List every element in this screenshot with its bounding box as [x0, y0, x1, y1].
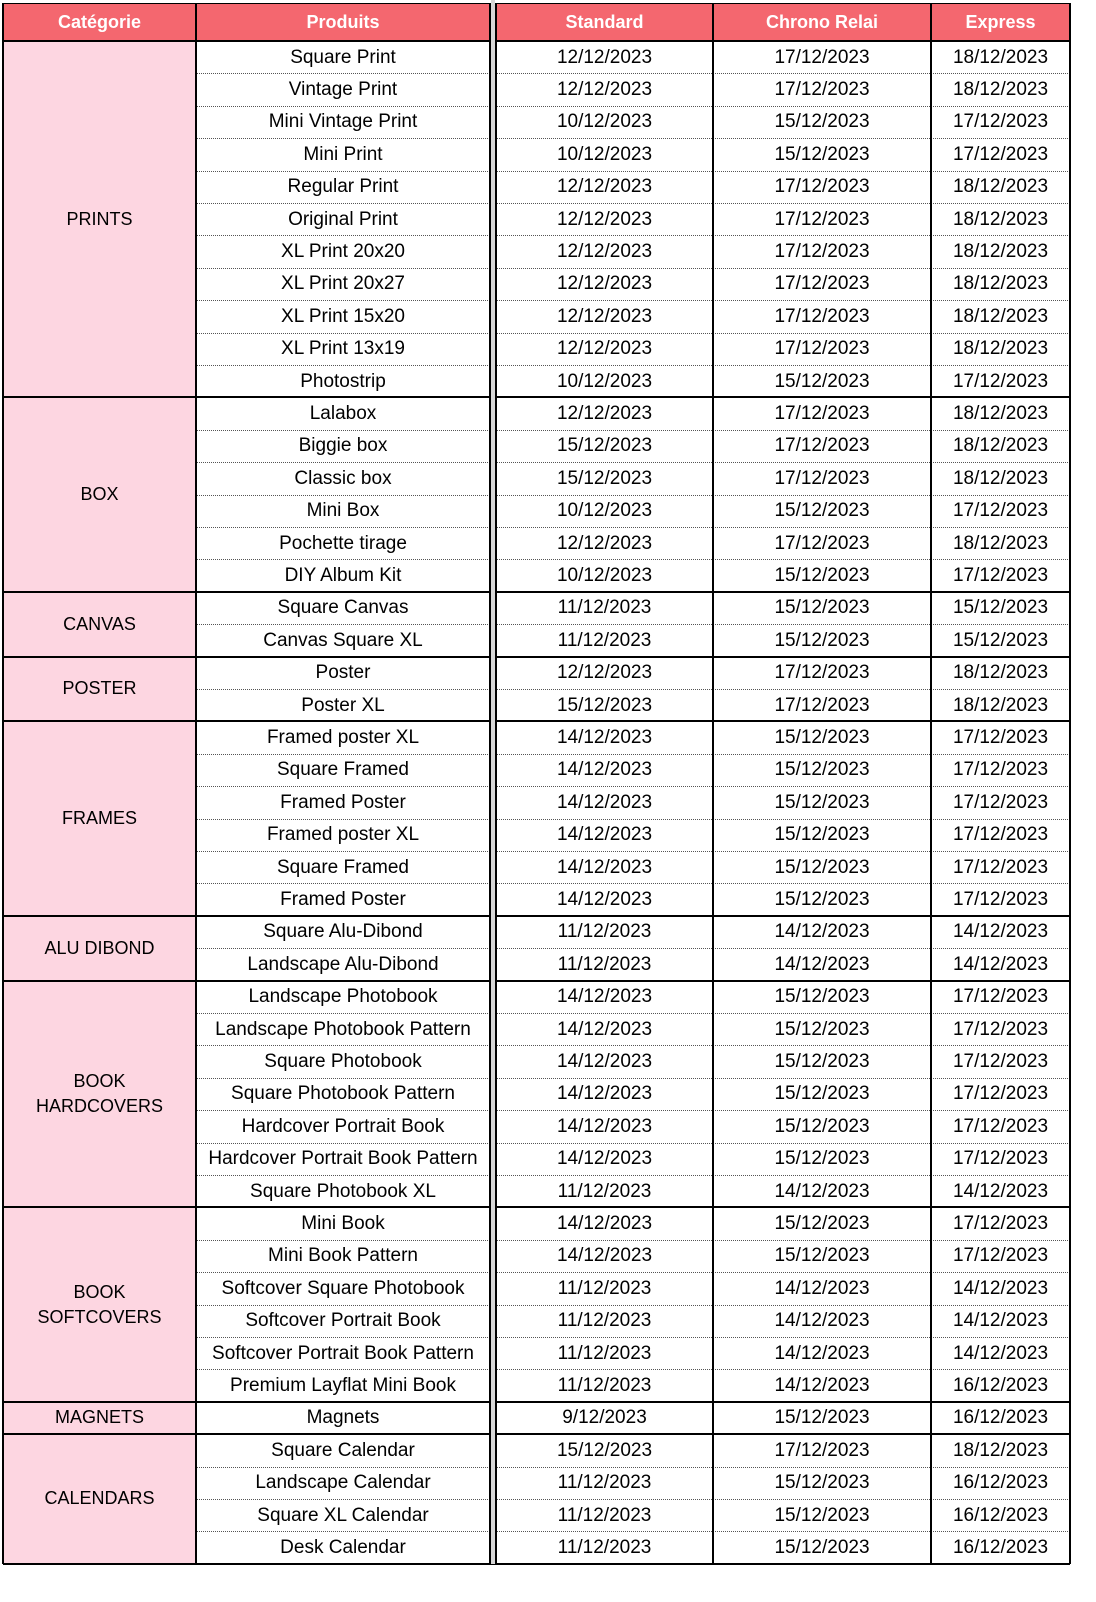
category-cell: PRINTS — [3, 41, 196, 397]
chrono-relai-date: 17/12/2023 — [774, 241, 870, 263]
row-divider — [496, 819, 1070, 820]
express-date: 18/12/2023 — [952, 467, 1049, 489]
row-divider — [196, 1499, 490, 1500]
row-divider — [196, 333, 490, 334]
standard-date: 10/12/2023 — [556, 143, 653, 165]
standard-date: 10/12/2023 — [556, 565, 653, 587]
standard-date: 14/12/2023 — [556, 856, 653, 878]
product-name: Premium Layflat Mini Book — [230, 1375, 456, 1397]
row-divider — [496, 430, 1070, 431]
row-divider — [496, 365, 1070, 366]
express-date: 14/12/2023 — [952, 1180, 1049, 1202]
product-name: Mini Box — [306, 500, 380, 522]
product-name: Hardcover Portrait Book Pattern — [208, 1148, 478, 1170]
chrono-relai-date: 14/12/2023 — [774, 1342, 870, 1364]
row-divider — [196, 1110, 490, 1111]
header-produits: Produits — [196, 4, 490, 41]
row-divider — [496, 1467, 1070, 1468]
group-divider — [3, 396, 1070, 398]
chrono-relai-date: 17/12/2023 — [774, 176, 870, 198]
product-name: Magnets — [306, 1407, 380, 1429]
chrono-relai-date: 15/12/2023 — [774, 727, 870, 749]
category-cell: CALENDARS — [3, 1434, 196, 1564]
row-divider — [496, 1078, 1070, 1079]
chrono-relai-date: 15/12/2023 — [774, 1213, 870, 1235]
standard-date: 10/12/2023 — [556, 500, 653, 522]
chrono-relai-date: 15/12/2023 — [774, 597, 870, 619]
express-date: 14/12/2023 — [952, 953, 1049, 975]
row-divider — [196, 689, 490, 690]
row-divider — [496, 1175, 1070, 1176]
row-divider — [496, 1305, 1070, 1306]
category-cell: FRAMES — [3, 721, 196, 915]
express-date: 18/12/2023 — [952, 305, 1049, 327]
standard-date: 14/12/2023 — [556, 727, 653, 749]
column-divider — [495, 3, 497, 1564]
express-date: 17/12/2023 — [952, 370, 1049, 392]
product-name: Square Framed — [276, 856, 409, 878]
chrono-relai-date: 15/12/2023 — [774, 1051, 870, 1073]
standard-date: 11/12/2023 — [557, 1537, 652, 1559]
column-divider — [195, 3, 197, 1564]
product-name: Square Print — [290, 46, 396, 68]
express-date: 18/12/2023 — [952, 176, 1049, 198]
express-date: 15/12/2023 — [952, 629, 1049, 651]
standard-date: 11/12/2023 — [557, 1504, 652, 1526]
chrono-relai-date: 15/12/2023 — [774, 370, 870, 392]
chrono-relai-date: 17/12/2023 — [774, 208, 870, 230]
express-date: 18/12/2023 — [952, 241, 1049, 263]
row-divider — [196, 1531, 490, 1532]
row-divider — [496, 300, 1070, 301]
chrono-relai-date: 15/12/2023 — [774, 1148, 870, 1170]
column-divider — [2, 3, 4, 1564]
row-divider — [496, 73, 1070, 74]
product-name: Pochette tirage — [279, 532, 407, 554]
standard-date: 14/12/2023 — [556, 889, 653, 911]
express-date: 18/12/2023 — [952, 46, 1049, 68]
chrono-relai-date: 15/12/2023 — [774, 986, 870, 1008]
category-cell: MAGNETS — [3, 1402, 196, 1434]
row-divider — [496, 1369, 1070, 1370]
express-date: 18/12/2023 — [952, 662, 1049, 684]
express-date: 17/12/2023 — [952, 824, 1049, 846]
product-name: Poster — [315, 662, 371, 684]
standard-date: 10/12/2023 — [556, 370, 653, 392]
chrono-relai-date: 15/12/2023 — [774, 791, 870, 813]
row-divider — [496, 462, 1070, 463]
product-name: Mini Vintage Print — [268, 111, 418, 133]
chrono-relai-date: 17/12/2023 — [774, 403, 870, 425]
group-divider — [3, 656, 1070, 658]
row-divider — [196, 1369, 490, 1370]
column-divider — [1069, 3, 1071, 1564]
row-divider — [196, 851, 490, 852]
standard-date: 12/12/2023 — [556, 305, 653, 327]
category-cell: POSTER — [3, 657, 196, 722]
product-name: Vintage Print — [288, 79, 398, 101]
product-name: Landscape Photobook Pattern — [215, 1018, 471, 1040]
row-divider — [196, 1143, 490, 1144]
express-date: 16/12/2023 — [952, 1537, 1049, 1559]
row-divider — [196, 624, 490, 625]
row-divider — [196, 1337, 490, 1338]
product-name: Framed Poster — [280, 791, 406, 813]
standard-date: 12/12/2023 — [556, 46, 653, 68]
product-name: Framed poster XL — [266, 727, 420, 749]
chrono-relai-date: 17/12/2023 — [774, 338, 870, 360]
express-date: 17/12/2023 — [952, 986, 1049, 1008]
row-divider — [196, 203, 490, 204]
row-divider — [196, 1240, 490, 1241]
express-date: 18/12/2023 — [952, 79, 1049, 101]
product-name: Square Framed — [276, 759, 409, 781]
standard-date: 11/12/2023 — [557, 629, 652, 651]
chrono-relai-date: 17/12/2023 — [774, 532, 870, 554]
row-divider — [196, 754, 490, 755]
row-divider — [196, 462, 490, 463]
group-divider — [3, 1433, 1070, 1435]
row-divider — [196, 1013, 490, 1014]
product-name: Mini Book Pattern — [268, 1245, 418, 1267]
standard-date: 14/12/2023 — [556, 1083, 653, 1105]
row-divider — [196, 73, 490, 74]
express-date: 17/12/2023 — [952, 1051, 1049, 1073]
chrono-relai-date: 15/12/2023 — [774, 1115, 870, 1137]
standard-date: 11/12/2023 — [557, 953, 652, 975]
row-divider — [496, 106, 1070, 107]
row-divider — [196, 819, 490, 820]
row-divider — [196, 268, 490, 269]
standard-date: 11/12/2023 — [557, 1342, 652, 1364]
express-date: 17/12/2023 — [952, 791, 1049, 813]
chrono-relai-date: 15/12/2023 — [774, 1504, 870, 1526]
header-standard: Standard — [496, 4, 713, 41]
product-name: Landscape Photobook — [248, 986, 438, 1008]
row-divider — [196, 883, 490, 884]
express-date: 16/12/2023 — [952, 1407, 1049, 1429]
standard-date: 15/12/2023 — [556, 435, 653, 457]
chrono-relai-date: 17/12/2023 — [774, 1439, 870, 1461]
chrono-relai-date: 15/12/2023 — [774, 889, 870, 911]
product-name: Square Photobook Pattern — [231, 1083, 455, 1105]
express-date: 18/12/2023 — [952, 403, 1049, 425]
row-divider — [196, 138, 490, 139]
row-divider — [196, 786, 490, 787]
chrono-relai-date: 14/12/2023 — [774, 1180, 870, 1202]
standard-date: 10/12/2023 — [556, 111, 653, 133]
product-name: Softcover Portrait Book — [245, 1310, 441, 1332]
group-divider — [3, 720, 1070, 722]
row-divider — [196, 495, 490, 496]
column-divider — [489, 3, 491, 1564]
chrono-relai-date: 15/12/2023 — [774, 1407, 870, 1429]
chrono-relai-date: 15/12/2023 — [774, 824, 870, 846]
express-date: 17/12/2023 — [952, 1245, 1049, 1267]
chrono-relai-date: 17/12/2023 — [774, 435, 870, 457]
row-divider — [196, 1078, 490, 1079]
chrono-relai-date: 17/12/2023 — [774, 467, 870, 489]
chrono-relai-date: 14/12/2023 — [774, 1277, 870, 1299]
express-date: 18/12/2023 — [952, 273, 1049, 295]
row-divider — [496, 559, 1070, 560]
row-divider — [496, 624, 1070, 625]
express-date: 16/12/2023 — [952, 1472, 1049, 1494]
row-divider — [496, 1143, 1070, 1144]
express-date: 17/12/2023 — [952, 143, 1049, 165]
chrono-relai-date: 15/12/2023 — [774, 1018, 870, 1040]
express-date: 17/12/2023 — [952, 759, 1049, 781]
product-name: Regular Print — [287, 176, 399, 198]
row-divider — [496, 203, 1070, 204]
standard-date: 11/12/2023 — [557, 1375, 652, 1397]
row-divider — [196, 1175, 490, 1176]
chrono-relai-date: 17/12/2023 — [774, 305, 870, 327]
product-name: Photostrip — [300, 370, 386, 392]
column-divider — [930, 3, 932, 1564]
row-divider — [196, 559, 490, 560]
product-name: Classic box — [294, 467, 392, 489]
product-name: Lalabox — [309, 403, 377, 425]
row-divider — [496, 268, 1070, 269]
standard-date: 11/12/2023 — [557, 1310, 652, 1332]
standard-date: 14/12/2023 — [556, 791, 653, 813]
header-chrono-relai: Chrono Relai — [713, 4, 931, 41]
standard-date: 12/12/2023 — [556, 208, 653, 230]
product-name: Original Print — [288, 208, 398, 230]
standard-date: 14/12/2023 — [556, 759, 653, 781]
group-divider — [3, 1401, 1070, 1403]
standard-date: 15/12/2023 — [556, 1439, 653, 1461]
express-date: 16/12/2023 — [952, 1504, 1049, 1526]
express-date: 18/12/2023 — [952, 1439, 1049, 1461]
standard-date: 14/12/2023 — [556, 1213, 653, 1235]
standard-date: 15/12/2023 — [556, 694, 653, 716]
row-divider — [496, 235, 1070, 236]
product-name: Square Calendar — [271, 1439, 415, 1461]
row-divider — [496, 1272, 1070, 1273]
standard-date: 14/12/2023 — [556, 986, 653, 1008]
product-name: Softcover Portrait Book Pattern — [212, 1342, 474, 1364]
express-date: 17/12/2023 — [952, 1115, 1049, 1137]
product-name: Mini Book — [301, 1213, 385, 1235]
row-divider — [196, 235, 490, 236]
category-cell: BOOK HARDCOVERS — [3, 981, 196, 1208]
standard-date: 12/12/2023 — [556, 176, 653, 198]
header-divider — [3, 40, 1070, 42]
express-date: 18/12/2023 — [952, 208, 1049, 230]
row-divider — [496, 333, 1070, 334]
express-date: 14/12/2023 — [952, 1310, 1049, 1332]
chrono-relai-date: 14/12/2023 — [774, 921, 870, 943]
row-divider — [196, 1272, 490, 1273]
express-date: 17/12/2023 — [952, 1018, 1049, 1040]
standard-date: 11/12/2023 — [557, 1472, 652, 1494]
group-divider — [3, 980, 1070, 982]
product-name: XL Print 15x20 — [281, 305, 405, 327]
chrono-relai-date: 15/12/2023 — [774, 111, 870, 133]
express-date: 14/12/2023 — [952, 921, 1049, 943]
row-divider — [196, 1045, 490, 1046]
express-date: 17/12/2023 — [952, 856, 1049, 878]
express-date: 17/12/2023 — [952, 111, 1049, 133]
row-divider — [496, 1240, 1070, 1241]
standard-date: 14/12/2023 — [556, 1148, 653, 1170]
express-date: 14/12/2023 — [952, 1277, 1049, 1299]
product-name: Poster XL — [301, 694, 385, 716]
row-divider — [196, 430, 490, 431]
standard-date: 11/12/2023 — [557, 921, 652, 943]
product-name: Biggie box — [298, 435, 388, 457]
standard-date: 11/12/2023 — [557, 597, 652, 619]
express-date: 17/12/2023 — [952, 727, 1049, 749]
product-name: Framed Poster — [280, 889, 406, 911]
row-divider — [496, 689, 1070, 690]
standard-date: 12/12/2023 — [556, 79, 653, 101]
product-name: XL Print 20x20 — [281, 241, 405, 263]
express-date: 18/12/2023 — [952, 435, 1049, 457]
row-divider — [496, 138, 1070, 139]
express-date: 15/12/2023 — [952, 597, 1049, 619]
chrono-relai-date: 15/12/2023 — [774, 1472, 870, 1494]
category-cell: BOX — [3, 397, 196, 591]
row-divider — [196, 171, 490, 172]
product-name: Softcover Square Photobook — [221, 1277, 465, 1299]
top-border — [3, 3, 1070, 4]
chrono-relai-date: 15/12/2023 — [774, 500, 870, 522]
express-date: 14/12/2023 — [952, 1342, 1049, 1364]
product-name: Square Alu-Dibond — [263, 921, 423, 943]
row-divider — [496, 948, 1070, 949]
standard-date: 9/12/2023 — [562, 1407, 647, 1429]
product-name: Landscape Calendar — [255, 1472, 431, 1494]
row-divider — [496, 786, 1070, 787]
standard-date: 14/12/2023 — [556, 1051, 653, 1073]
express-date: 17/12/2023 — [952, 1213, 1049, 1235]
row-divider — [196, 106, 490, 107]
standard-date: 14/12/2023 — [556, 1245, 653, 1267]
product-name: Framed poster XL — [266, 824, 420, 846]
chrono-relai-date: 15/12/2023 — [774, 629, 870, 651]
header-express: Express — [931, 4, 1070, 41]
chrono-relai-date: 15/12/2023 — [774, 759, 870, 781]
product-name: Square Photobook — [264, 1051, 422, 1073]
group-divider — [3, 591, 1070, 593]
row-divider — [496, 851, 1070, 852]
standard-date: 12/12/2023 — [556, 273, 653, 295]
chrono-relai-date: 15/12/2023 — [774, 1083, 870, 1105]
chrono-relai-date: 15/12/2023 — [774, 1537, 870, 1559]
product-name: XL Print 13x19 — [281, 338, 405, 360]
standard-date: 12/12/2023 — [556, 532, 653, 554]
chrono-relai-date: 15/12/2023 — [774, 1245, 870, 1267]
category-cell: ALU DIBOND — [3, 916, 196, 981]
product-name: Landscape Alu-Dibond — [247, 953, 439, 975]
column-divider — [712, 3, 714, 1564]
express-date: 16/12/2023 — [952, 1375, 1049, 1397]
standard-date: 12/12/2023 — [556, 403, 653, 425]
product-name: DIY Album Kit — [284, 565, 402, 587]
category-cell: CANVAS — [3, 592, 196, 657]
chrono-relai-date: 17/12/2023 — [774, 273, 870, 295]
express-date: 18/12/2023 — [952, 338, 1049, 360]
chrono-relai-date: 17/12/2023 — [774, 79, 870, 101]
row-divider — [496, 1531, 1070, 1532]
product-name: Desk Calendar — [280, 1537, 406, 1559]
standard-date: 11/12/2023 — [557, 1180, 652, 1202]
chrono-relai-date: 17/12/2023 — [774, 662, 870, 684]
row-divider — [496, 1499, 1070, 1500]
category-cell: BOOK SOFTCOVERS — [3, 1207, 196, 1401]
row-divider — [196, 300, 490, 301]
row-divider — [196, 527, 490, 528]
row-divider — [196, 1467, 490, 1468]
group-divider — [3, 915, 1070, 917]
header-categorie: Catégorie — [3, 4, 196, 41]
product-name: Square XL Calendar — [257, 1504, 429, 1526]
product-name: Square Photobook XL — [250, 1180, 436, 1202]
product-name: XL Print 20x27 — [281, 273, 405, 295]
product-name: Square Canvas — [277, 597, 409, 619]
row-divider — [196, 948, 490, 949]
standard-date: 11/12/2023 — [557, 1277, 652, 1299]
chrono-relai-date: 17/12/2023 — [774, 694, 870, 716]
chrono-relai-date: 14/12/2023 — [774, 1310, 870, 1332]
row-divider — [496, 527, 1070, 528]
group-divider — [3, 1563, 1070, 1565]
standard-date: 12/12/2023 — [556, 338, 653, 360]
standard-date: 14/12/2023 — [556, 824, 653, 846]
express-date: 17/12/2023 — [952, 1083, 1049, 1105]
chrono-relai-date: 14/12/2023 — [774, 953, 870, 975]
standard-date: 15/12/2023 — [556, 467, 653, 489]
express-date: 17/12/2023 — [952, 565, 1049, 587]
row-divider — [496, 495, 1070, 496]
standard-date: 14/12/2023 — [556, 1018, 653, 1040]
row-divider — [496, 1013, 1070, 1014]
row-divider — [496, 754, 1070, 755]
standard-date: 14/12/2023 — [556, 1115, 653, 1137]
chrono-relai-date: 14/12/2023 — [774, 1375, 870, 1397]
row-divider — [496, 1045, 1070, 1046]
row-divider — [496, 1337, 1070, 1338]
row-divider — [196, 1305, 490, 1306]
standard-date: 12/12/2023 — [556, 662, 653, 684]
express-date: 17/12/2023 — [952, 1148, 1049, 1170]
chrono-relai-date: 15/12/2023 — [774, 565, 870, 587]
express-date: 18/12/2023 — [952, 694, 1049, 716]
express-date: 18/12/2023 — [952, 532, 1049, 554]
chrono-relai-date: 17/12/2023 — [774, 46, 870, 68]
row-divider — [496, 1110, 1070, 1111]
product-name: Hardcover Portrait Book — [241, 1115, 445, 1137]
product-name: Canvas Square XL — [263, 629, 423, 651]
row-divider — [196, 365, 490, 366]
chrono-relai-date: 15/12/2023 — [774, 143, 870, 165]
chrono-relai-date: 15/12/2023 — [774, 856, 870, 878]
express-date: 17/12/2023 — [952, 889, 1049, 911]
standard-date: 12/12/2023 — [556, 241, 653, 263]
row-divider — [496, 171, 1070, 172]
group-divider — [3, 1206, 1070, 1208]
product-name: Mini Print — [303, 143, 383, 165]
express-date: 17/12/2023 — [952, 500, 1049, 522]
row-divider — [496, 883, 1070, 884]
